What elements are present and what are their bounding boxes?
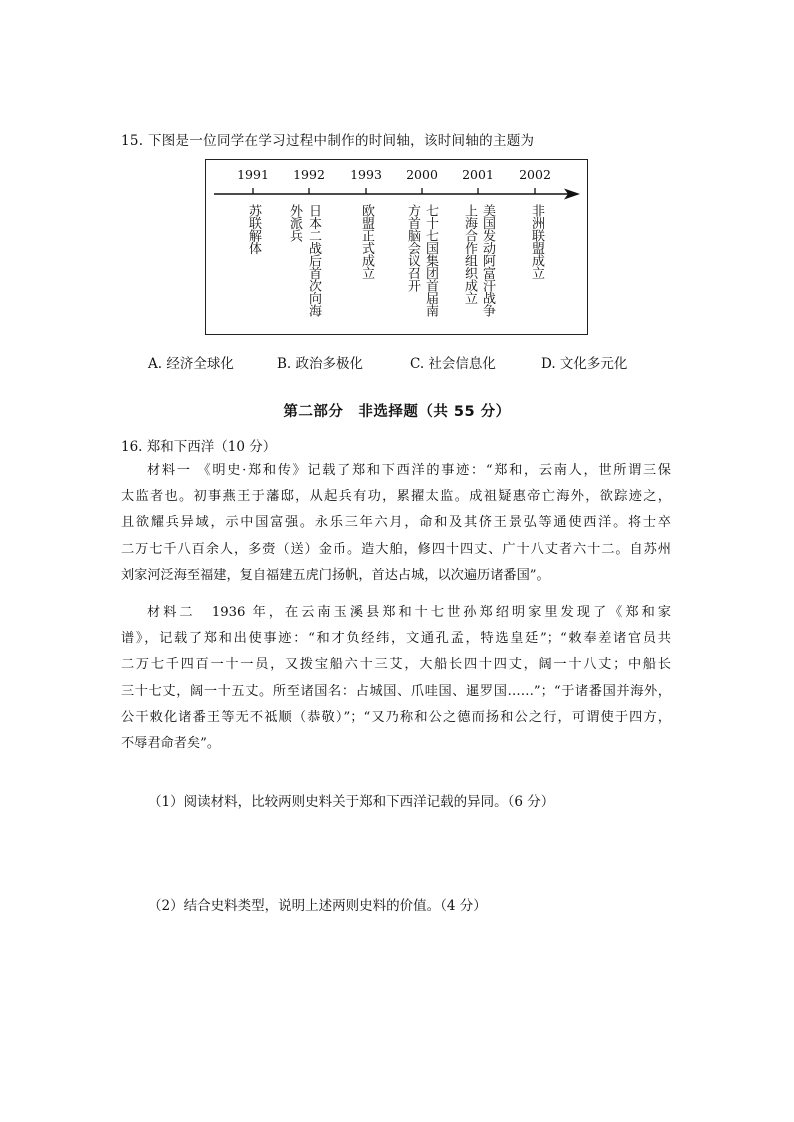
option-d[interactable]: D. 文化多元化 (541, 356, 628, 372)
subquestion-1: （1）阅读材料，比较两则史料关于郑和下西洋记载的异同。（6 分） (148, 794, 555, 810)
material-one-line: 材料一 《明史·郑和传》记载了郑和下西洋的事迹：“郑和，云南人，世所谓三保 (147, 463, 671, 478)
timeline-year: 2000 (406, 167, 438, 182)
question-16-title: 16. 郑和下西洋（10 分） (121, 439, 277, 455)
material-two-line: 不辱君命者矣”。 (121, 736, 221, 752)
option-c[interactable]: C. 社会信息化 (410, 356, 496, 372)
timeline-event-text: 上海合作组织成立 (462, 204, 477, 304)
timeline-event-text: 外派兵 (287, 204, 302, 242)
material-one-line: 太监者也。初事燕王于藩邸，从起兵有功，累擢太监。成祖疑惠帝亡海外，欲踪迹之， (121, 489, 671, 505)
timeline-event-text: 方首脑会议召开 (405, 204, 420, 292)
timeline-year: 1991 (237, 167, 269, 182)
question-15-title: 15. 下图是一位同学在学习过程中制作的时间轴，该时间轴的主题为 (121, 133, 535, 149)
material-two-line: 三十七丈，阔一十五丈。所至诸国名：占城国、爪哇国、暹罗国……”；“于诸番国并海外， (121, 683, 671, 699)
material-two-line: 公干敕化诸番王等无不祗顺（恭敬）”；“又乃称和公之德而扬和公之行，可谓使于四方， (121, 709, 671, 725)
timeline-figure (205, 159, 588, 335)
timeline-year: 2001 (462, 167, 494, 182)
timeline-event-text: 七十七国集团首届南 (423, 204, 438, 317)
subquestion-2: （2）结合史料类型，说明上述两则史料的价值。（4 分） (148, 898, 487, 914)
timeline-event-text: 美国发动阿富汗战争 (480, 204, 495, 317)
timeline-year: 1992 (293, 167, 325, 182)
timeline-year: 2002 (519, 167, 551, 182)
material-one (121, 458, 671, 589)
material-two-line: 谱》，记载了郑和出使事迹：“和才负经纬，文通孔孟，特选皇廷”；“敕奉差诸官员共 (121, 631, 671, 647)
timeline-event-text: 苏联解体 (246, 204, 261, 254)
timeline-event-text: 日本二战后首次向海 (306, 204, 321, 317)
timeline-event-text: 欧盟正式成立 (359, 204, 374, 279)
material-one-line: 且欲耀兵异域，示中国富强。永乐三年六月，命和及其侪王景弘等通使西洋。将士卒 (121, 515, 671, 531)
material-two-line: 材料二 1936 年，在云南玉溪县郑和十七世孙郑绍明家里发现了《郑和家 (147, 605, 671, 620)
material-one-line: 二万七千八百余人，多赍（送）金币。造大舶，修四十四丈、广十八丈者六十二。自苏州 (121, 541, 671, 557)
timeline-year: 1993 (350, 167, 382, 182)
timeline-event-text: 非洲联盟成立 (529, 204, 544, 279)
material-two-line: 二万七千四百一十一员，又拨宝船六十三艾，大船长四十四丈，阔一十八丈；中船长 (121, 657, 671, 673)
material-one-line: 刘家河泛海至福建，复自福建五虎门扬帆，首达占城，以次遍历诸番国”。 (121, 567, 550, 583)
material-two (121, 600, 671, 757)
part-two-heading: 第二部分 非选择题（共 55 分） (283, 404, 511, 420)
option-b[interactable]: B. 政治多极化 (277, 356, 364, 372)
option-a[interactable]: A. 经济全球化 (148, 356, 234, 372)
